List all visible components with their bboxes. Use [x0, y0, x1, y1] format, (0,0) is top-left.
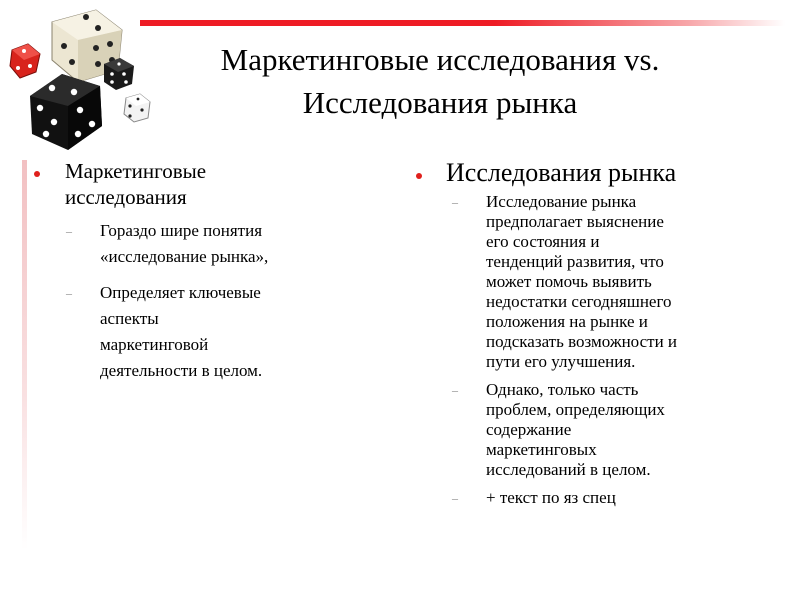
dash-icon: – [452, 195, 458, 209]
title-line-2: Исследования рынка [302, 85, 578, 120]
small-black-die-icon [104, 58, 134, 90]
slide-title [170, 38, 710, 124]
small-white-die-icon [124, 94, 150, 122]
right-bullet [416, 158, 756, 188]
left-subitems [66, 218, 334, 384]
dice-illustration [0, 0, 160, 160]
left-bullet [34, 158, 334, 210]
list-item: – Определяет ключевые аспекты маркетинговой деятельности в целом. [66, 280, 334, 384]
dash-icon: – [452, 491, 458, 505]
title-line-1: Маркетинговые исследования vs. [220, 42, 660, 77]
list-item: – Гораздо шире понятия «исследование рынка», [66, 218, 334, 270]
bullet-dot-icon [34, 171, 40, 177]
top-accent-rule [140, 20, 785, 26]
right-heading: Исследования рынка [446, 158, 677, 187]
list-item: – Исследование рынка предполагает выяснение его состояния и тенденций развития, что может помочь выявить недостатки сегодняшнего положения на рынке и подсказать возможности и пути его улучшения. [452, 192, 678, 371]
right-subitems [452, 192, 756, 508]
left-column [34, 158, 334, 394]
dash-icon: – [452, 383, 458, 397]
black-die-icon [30, 74, 102, 150]
right-column [416, 158, 756, 516]
left-accent-rule [22, 160, 27, 550]
dash-icon: – [66, 286, 72, 300]
left-heading: Маркетинговые исследования [65, 159, 207, 209]
dash-icon: – [66, 224, 72, 238]
list-item: – + текст по яз спец [452, 488, 616, 507]
bullet-dot-icon [416, 173, 422, 179]
list-item: – Однако, только часть проблем, определяющих содержание маркетинговых исследований в целом. [452, 380, 665, 479]
red-die-icon [10, 44, 40, 78]
